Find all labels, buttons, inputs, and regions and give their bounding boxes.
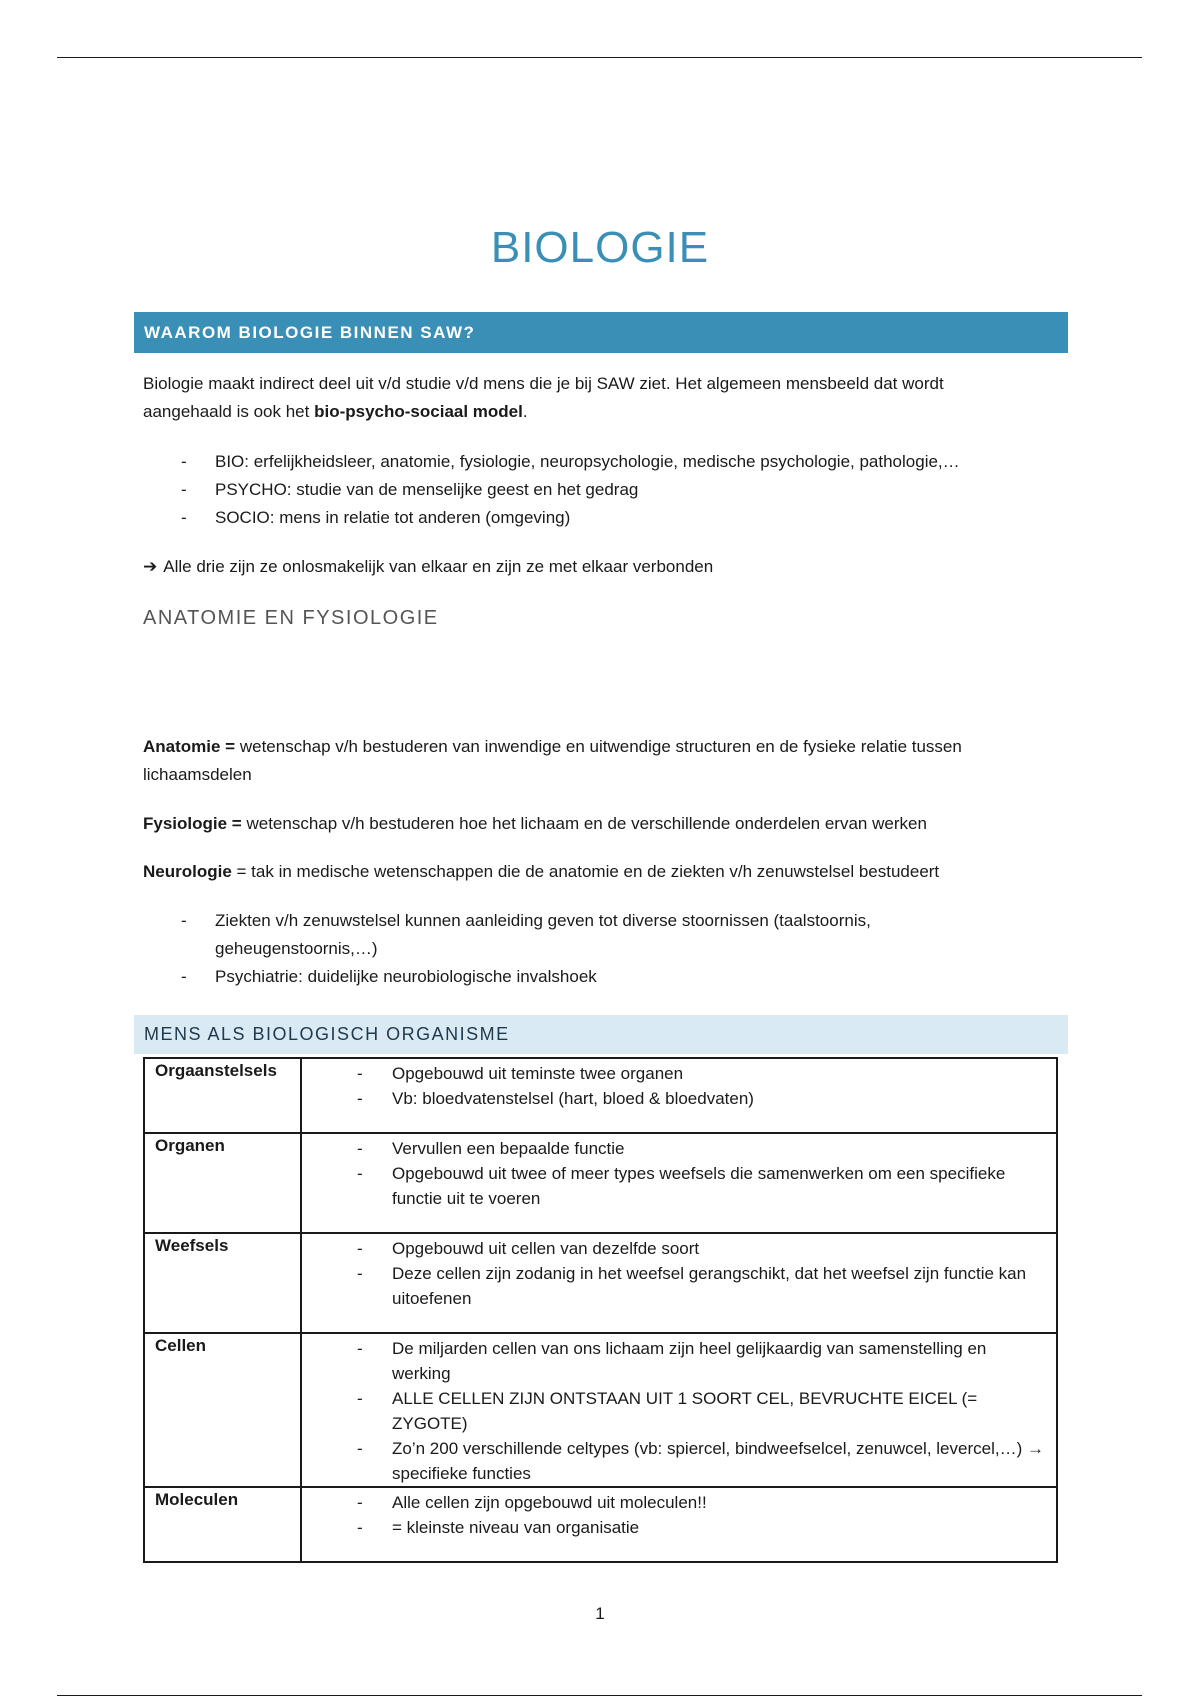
row-content — [301, 1487, 1057, 1562]
list-item: - Deze cellen zijn zodanig in het weefsel gerangschikt, dat het weefsel zijn functie kan uitoefenen — [357, 1264, 1027, 1308]
subheading-anatomie-fysiologie: ANATOMIE EN FYSIOLOGIE — [143, 607, 439, 629]
row-content — [301, 1233, 1057, 1333]
definition-anatomie: Anatomie = wetenschap v/h bestuderen van inwendige en uitwendige structuren en de fysieke relatie tussen lichaamsdelen — [143, 737, 962, 784]
row-term: Moleculen — [144, 1487, 301, 1562]
row-term: Organen — [144, 1133, 301, 1233]
row-content — [301, 1058, 1057, 1133]
list-item: - Psychiatrie: duidelijke neurobiologische invalshoek — [181, 967, 597, 986]
bps-bullet-list — [143, 448, 1063, 532]
row-term: Cellen — [144, 1333, 301, 1487]
list-item: - SOCIO: mens in relatie tot anderen (omgeving) — [181, 508, 571, 527]
section-heading-mens-organisme: MENS ALS BIOLOGISCH ORGANISME — [134, 1015, 1068, 1054]
row-content — [301, 1133, 1057, 1233]
list-item: - Zo’n 200 verschillende celtypes (vb: spiercel, bindweefselcel, zenuwcel, levercel,…) → specifieke functies — [357, 1439, 1044, 1483]
table-row — [144, 1487, 1057, 1562]
intro-paragraph — [143, 370, 1063, 426]
bio-psycho-sociaal-term: bio-psycho-sociaal model — [314, 402, 523, 421]
list-item: - Vervullen een bepaalde functie — [357, 1139, 625, 1158]
table-row — [144, 1133, 1057, 1233]
row-term: Weefsels — [144, 1233, 301, 1333]
section-heading-waarom: WAAROM BIOLOGIE BINNEN SAW? — [134, 312, 1068, 353]
header-rule — [57, 57, 1142, 58]
list-item: - Opgebouwd uit cellen van dezelfde soort — [357, 1239, 700, 1258]
organisation-levels-table — [143, 1057, 1058, 1563]
list-item: - PSYCHO: studie van de menselijke geest en het gedrag — [181, 480, 639, 499]
table-row — [144, 1233, 1057, 1333]
list-item: - Opgebouwd uit teminste twee organen — [357, 1064, 684, 1083]
definition-fysiologie: Fysiologie = wetenschap v/h bestuderen hoe het lichaam en de verschillende onderdelen ervan werken — [143, 814, 927, 833]
row-content — [301, 1333, 1057, 1487]
intro-line-2: aangehaald is ook het bio-psycho-sociaal model. — [143, 402, 528, 421]
list-item: - De miljarden cellen van ons lichaam zijn heel gelijkaardig van samenstelling en werking — [357, 1339, 987, 1383]
footer-rule — [57, 1695, 1142, 1696]
table-row — [144, 1333, 1057, 1487]
intro-line-1: Biologie maakt indirect deel uit v/d studie v/d mens die je bij SAW ziet. Het algemeen mensbeeld dat wordt — [143, 374, 944, 393]
neurologie-bullet-list — [143, 907, 963, 991]
definition-neurologie: Neurologie = tak in medische wetenschappen die de anatomie en de ziekten v/h zenuwstelsel bestudeert — [143, 862, 940, 881]
list-item: - Vb: bloedvatenstelsel (hart, bloed & bloedvaten) — [357, 1089, 754, 1108]
page-title: BIOLOGIE — [490, 223, 710, 272]
list-item: - ALLE CELLEN ZIJN ONTSTAAN UIT 1 SOORT CEL, BEVRUCHTE EICEL (= ZYGOTE) — [357, 1389, 978, 1433]
page-number: 1 — [595, 1604, 605, 1623]
list-item: - Ziekten v/h zenuwstelsel kunnen aanleiding geven tot diverse stoornissen (taalstoornis, geheugenstoornis,…) — [181, 911, 871, 958]
table-row — [144, 1058, 1057, 1133]
row-term: Orgaanstelsels — [144, 1058, 301, 1133]
list-item: - Alle cellen zijn opgebouwd uit moleculen!! — [357, 1493, 707, 1512]
list-item: - Opgebouwd uit twee of meer types weefsels die samenwerken om een specifieke functie uit te voeren — [357, 1164, 1006, 1208]
list-item: - BIO: erfelijkheidsleer, anatomie, fysiologie, neuropsychologie, medische psychologie, pathologie,… — [181, 452, 960, 471]
list-item: - = kleinste niveau van organisatie — [357, 1518, 640, 1537]
arrow-right-icon: ➔ — [143, 557, 158, 576]
conclusion-line: ➔ Alle drie zijn ze onlosmakelijk van elkaar en zijn ze met elkaar verbonden — [143, 557, 714, 576]
